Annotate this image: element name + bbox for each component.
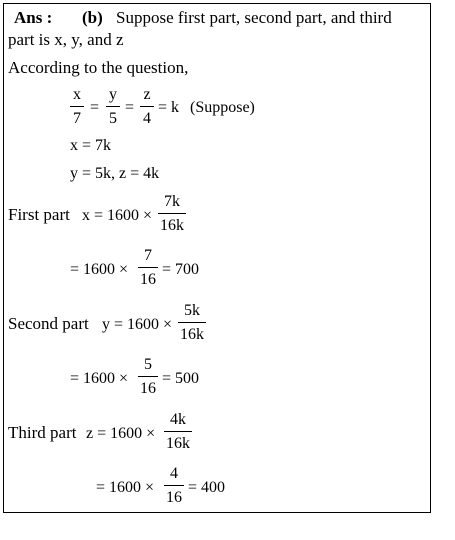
fraction-numerator: z	[143, 86, 151, 103]
first-step-fraction	[138, 247, 158, 289]
fraction-bar	[164, 431, 192, 432]
fraction-denominator: 16k	[166, 435, 190, 452]
first-part-expression: x = 1600 ×	[82, 207, 153, 224]
second-part-label: Second part	[8, 314, 89, 333]
ratio-fraction-z	[140, 86, 154, 128]
fraction-bar	[140, 106, 154, 107]
ratio-fraction-y	[106, 86, 120, 128]
first-part-label: First part	[8, 205, 70, 224]
fraction-bar	[70, 106, 84, 107]
second-step-prefix: = 1600 ×	[70, 370, 129, 387]
intro-line-1: Suppose first part, second part, and third	[116, 8, 392, 27]
first-part-result: = 700	[162, 261, 200, 278]
second-step-fraction	[138, 356, 158, 398]
fraction-denominator: 16	[140, 380, 156, 397]
fraction-numerator: 5	[144, 356, 152, 373]
second-part-expression: y = 1600 ×	[102, 316, 173, 333]
fraction-bar	[164, 485, 184, 486]
fraction-bar	[106, 106, 120, 107]
fraction-numerator: 7	[144, 247, 152, 264]
fraction-numerator: 4k	[170, 411, 186, 428]
fraction-denominator: 7	[73, 110, 81, 127]
first-step-prefix: = 1600 ×	[70, 261, 129, 278]
x-value: x = 7k	[70, 137, 112, 154]
third-part-label: Third part	[8, 423, 77, 442]
fraction-denominator: 4	[143, 110, 151, 127]
fraction-denominator: 16	[140, 271, 156, 288]
fraction-denominator: 16k	[180, 326, 204, 343]
third-step-fraction	[164, 465, 184, 507]
third-part-result: = 400	[188, 479, 226, 496]
fraction-denominator: 16k	[160, 217, 184, 234]
fraction-denominator: 16	[166, 489, 182, 506]
fraction-numerator: 7k	[164, 193, 180, 210]
fraction-numerator: x	[73, 86, 81, 103]
fraction-numerator: 5k	[184, 302, 200, 319]
intro-line-3: According to the question,	[8, 58, 189, 77]
equals-sign: =	[90, 99, 100, 116]
intro-line-2: part is x, y, and z	[8, 30, 124, 49]
ans-label: Ans :	[14, 8, 53, 27]
ratio-fraction-x	[70, 86, 84, 128]
fraction-numerator: 4	[170, 465, 178, 482]
ratio-result: = k	[158, 99, 180, 116]
fraction-bar	[178, 322, 206, 323]
first-part-fraction	[158, 193, 186, 235]
second-part-result: = 500	[162, 370, 200, 387]
equals-sign: =	[125, 99, 135, 116]
third-part-fraction	[164, 411, 192, 453]
answer-box	[3, 3, 431, 513]
third-part-expression: z = 1600 ×	[86, 425, 156, 442]
yz-values: y = 5k, z = 4k	[70, 165, 160, 182]
fraction-bar	[138, 376, 158, 377]
suppose-note: (Suppose)	[190, 99, 255, 116]
fraction-bar	[158, 213, 186, 214]
second-part-fraction	[178, 302, 206, 344]
fraction-bar	[138, 267, 158, 268]
option-label: (b)	[82, 8, 103, 27]
fraction-numerator: y	[109, 86, 117, 103]
third-step-prefix: = 1600 ×	[96, 479, 155, 496]
fraction-denominator: 5	[109, 110, 117, 127]
